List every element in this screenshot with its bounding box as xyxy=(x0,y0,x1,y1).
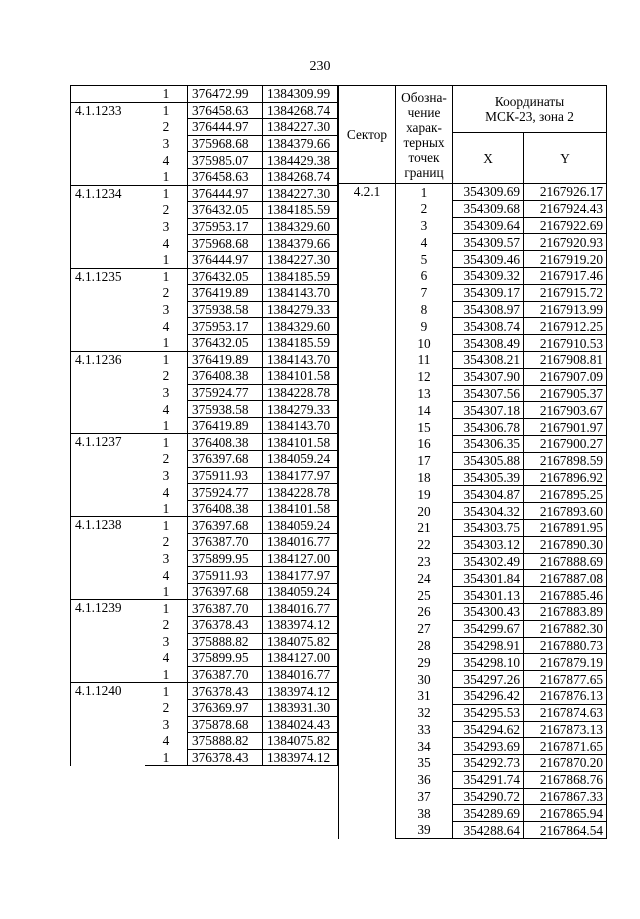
x-coordinate-cell: 354293.69 xyxy=(453,738,524,755)
x-coordinate-cell: 354301.84 xyxy=(453,570,524,587)
y-coordinate-cell: 1384016.77 xyxy=(263,600,338,617)
point-number-cell: 1 xyxy=(145,517,188,534)
point-number-cell: 1 xyxy=(145,683,188,700)
x-coordinate-cell: 376472.99 xyxy=(188,86,263,103)
header-sector: Сектор xyxy=(339,86,396,184)
point-number-cell: 1 xyxy=(145,583,188,600)
x-coordinate-cell: 354295.53 xyxy=(453,704,524,721)
point-number-cell: 4 xyxy=(145,567,188,584)
x-coordinate-cell: 354309.57 xyxy=(453,234,524,251)
point-number-cell: 2 xyxy=(145,617,188,634)
y-coordinate-cell: 2167871.65 xyxy=(524,738,607,755)
y-coordinate-cell: 1384101.58 xyxy=(263,368,338,385)
y-coordinate-cell: 1384075.82 xyxy=(263,633,338,650)
right-coordinates-table xyxy=(338,85,607,839)
header-designation: Обозна- чение харак- терных точек границ xyxy=(396,86,453,184)
sector-cell: 4.1.1235 xyxy=(71,268,146,351)
y-coordinate-cell: 1383974.12 xyxy=(263,617,338,634)
sector-cell: 4.1.1234 xyxy=(71,185,146,268)
x-coordinate-cell: 354305.39 xyxy=(453,469,524,486)
point-number-cell: 1 xyxy=(145,251,188,268)
y-coordinate-cell: 1384101.58 xyxy=(263,434,338,451)
point-number-cell: 4 xyxy=(396,234,453,251)
point-number-cell: 12 xyxy=(396,368,453,385)
point-number-cell: 3 xyxy=(145,716,188,733)
y-coordinate-cell: 2167868.76 xyxy=(524,771,607,788)
y-coordinate-cell: 2167877.65 xyxy=(524,671,607,688)
point-number-cell: 1 xyxy=(145,351,188,368)
y-coordinate-cell: 1383974.12 xyxy=(263,683,338,700)
x-coordinate-cell: 375899.95 xyxy=(188,550,263,567)
point-number-cell: 2 xyxy=(145,699,188,716)
point-number-cell: 29 xyxy=(396,654,453,671)
y-coordinate-cell: 2167898.59 xyxy=(524,452,607,469)
point-number-cell: 4 xyxy=(145,484,188,501)
point-number-cell: 8 xyxy=(396,301,453,318)
x-coordinate-cell: 376419.89 xyxy=(188,285,263,302)
sector-cell: 4.1.1238 xyxy=(71,517,146,600)
point-number-cell: 22 xyxy=(396,536,453,553)
y-coordinate-cell: 1384143.70 xyxy=(263,285,338,302)
y-coordinate-cell: 1384379.66 xyxy=(263,235,338,252)
y-coordinate-cell: 1384379.66 xyxy=(263,135,338,152)
sector-cell xyxy=(71,86,146,103)
header-y: Y xyxy=(524,133,607,184)
table-row xyxy=(71,86,338,103)
y-coordinate-cell: 1384059.24 xyxy=(263,583,338,600)
x-coordinate-cell: 354297.26 xyxy=(453,671,524,688)
x-coordinate-cell: 376378.43 xyxy=(188,617,263,634)
x-coordinate-cell: 376408.38 xyxy=(188,500,263,517)
x-coordinate-cell: 376397.68 xyxy=(188,451,263,468)
point-number-cell: 21 xyxy=(396,519,453,536)
y-coordinate-cell: 2167912.25 xyxy=(524,318,607,335)
header-coordinates: Координаты МСК-23, зона 2 xyxy=(453,86,607,133)
point-number-cell: 1 xyxy=(145,500,188,517)
sector-cell: 4.1.1240 xyxy=(71,683,146,766)
sector-cell: 4.1.1236 xyxy=(71,351,146,434)
point-number-cell: 3 xyxy=(396,217,453,234)
x-coordinate-cell: 354300.43 xyxy=(453,603,524,620)
point-number-cell: 4 xyxy=(145,401,188,418)
x-coordinate-cell: 376397.68 xyxy=(188,583,263,600)
y-coordinate-cell: 1384185.59 xyxy=(263,202,338,219)
x-coordinate-cell: 354303.75 xyxy=(453,519,524,536)
point-number-cell: 1 xyxy=(145,268,188,285)
point-number-cell: 2 xyxy=(145,368,188,385)
y-coordinate-cell: 1384309.99 xyxy=(263,86,338,103)
y-coordinate-cell: 2167887.08 xyxy=(524,570,607,587)
table-row xyxy=(339,184,607,201)
point-number-cell: 3 xyxy=(145,467,188,484)
sector-cell: 4.1.1237 xyxy=(71,434,146,517)
y-coordinate-cell: 2167864.54 xyxy=(524,822,607,839)
x-coordinate-cell: 354292.73 xyxy=(453,755,524,772)
y-coordinate-cell: 2167924.43 xyxy=(524,200,607,217)
y-coordinate-cell: 1384268.74 xyxy=(263,102,338,119)
y-coordinate-cell: 1384024.43 xyxy=(263,716,338,733)
x-coordinate-cell: 354309.46 xyxy=(453,251,524,268)
x-coordinate-cell: 375968.68 xyxy=(188,235,263,252)
y-coordinate-cell: 2167903.67 xyxy=(524,402,607,419)
point-number-cell: 4 xyxy=(145,235,188,252)
x-coordinate-cell: 376432.05 xyxy=(188,334,263,351)
point-number-cell: 26 xyxy=(396,603,453,620)
x-coordinate-cell: 354308.49 xyxy=(453,335,524,352)
y-coordinate-cell: 1384279.33 xyxy=(263,301,338,318)
x-coordinate-cell: 354306.78 xyxy=(453,419,524,436)
y-coordinate-cell: 2167907.09 xyxy=(524,368,607,385)
point-number-cell: 10 xyxy=(396,335,453,352)
x-coordinate-cell: 354306.35 xyxy=(453,435,524,452)
point-number-cell: 4 xyxy=(145,650,188,667)
y-coordinate-cell: 1384429.38 xyxy=(263,152,338,169)
x-coordinate-cell: 354309.64 xyxy=(453,217,524,234)
x-coordinate-cell: 376419.89 xyxy=(188,351,263,368)
x-coordinate-cell: 376387.70 xyxy=(188,666,263,683)
point-number-cell: 34 xyxy=(396,738,453,755)
point-number-cell: 1 xyxy=(145,600,188,617)
x-coordinate-cell: 354296.42 xyxy=(453,687,524,704)
sector-cell: 4.1.1233 xyxy=(71,102,146,185)
x-coordinate-cell: 354309.17 xyxy=(453,284,524,301)
x-coordinate-cell: 354290.72 xyxy=(453,788,524,805)
table-row xyxy=(71,434,338,451)
x-coordinate-cell: 375878.68 xyxy=(188,716,263,733)
x-coordinate-cell: 354303.12 xyxy=(453,536,524,553)
point-number-cell: 3 xyxy=(145,550,188,567)
table-row xyxy=(71,683,338,700)
y-coordinate-cell: 1383974.12 xyxy=(263,749,338,766)
x-coordinate-cell: 376444.97 xyxy=(188,185,263,202)
point-number-cell: 1 xyxy=(145,749,188,766)
y-coordinate-cell: 2167922.69 xyxy=(524,217,607,234)
x-coordinate-cell: 354299.67 xyxy=(453,620,524,637)
x-coordinate-cell: 354308.74 xyxy=(453,318,524,335)
point-number-cell: 3 xyxy=(145,135,188,152)
y-coordinate-cell: 1384228.78 xyxy=(263,484,338,501)
y-coordinate-cell: 2167891.95 xyxy=(524,519,607,536)
point-number-cell: 38 xyxy=(396,805,453,822)
y-coordinate-cell: 2167888.69 xyxy=(524,553,607,570)
x-coordinate-cell: 354307.56 xyxy=(453,385,524,402)
x-coordinate-cell: 375938.58 xyxy=(188,301,263,318)
point-number-cell: 19 xyxy=(396,486,453,503)
y-coordinate-cell: 2167874.63 xyxy=(524,704,607,721)
x-coordinate-cell: 354307.90 xyxy=(453,368,524,385)
x-coordinate-cell: 376408.38 xyxy=(188,368,263,385)
y-coordinate-cell: 2167895.25 xyxy=(524,486,607,503)
point-number-cell: 30 xyxy=(396,671,453,688)
point-number-cell: 5 xyxy=(396,251,453,268)
y-coordinate-cell: 1384227.30 xyxy=(263,119,338,136)
point-number-cell: 1 xyxy=(145,417,188,434)
y-coordinate-cell: 1384101.58 xyxy=(263,500,338,517)
point-number-cell: 23 xyxy=(396,553,453,570)
point-number-cell: 3 xyxy=(145,633,188,650)
x-coordinate-cell: 375953.17 xyxy=(188,218,263,235)
point-number-cell: 14 xyxy=(396,402,453,419)
table-row xyxy=(71,102,338,119)
y-coordinate-cell: 2167879.19 xyxy=(524,654,607,671)
y-coordinate-cell: 2167870.20 xyxy=(524,755,607,772)
point-number-cell: 4 xyxy=(145,318,188,335)
x-coordinate-cell: 354309.68 xyxy=(453,200,524,217)
table-row xyxy=(71,185,338,202)
y-coordinate-cell: 1384185.59 xyxy=(263,268,338,285)
x-coordinate-cell: 375968.68 xyxy=(188,135,263,152)
point-number-cell: 25 xyxy=(396,587,453,604)
x-coordinate-cell: 376397.68 xyxy=(188,517,263,534)
x-coordinate-cell: 354291.74 xyxy=(453,771,524,788)
point-number-cell: 4 xyxy=(145,733,188,750)
header-x: X xyxy=(453,133,524,184)
x-coordinate-cell: 375888.82 xyxy=(188,633,263,650)
table-row xyxy=(71,351,338,368)
x-coordinate-cell: 376387.70 xyxy=(188,600,263,617)
x-coordinate-cell: 375911.93 xyxy=(188,567,263,584)
x-coordinate-cell: 354304.87 xyxy=(453,486,524,503)
x-coordinate-cell: 375899.95 xyxy=(188,650,263,667)
x-coordinate-cell: 354304.32 xyxy=(453,503,524,520)
y-coordinate-cell: 2167876.13 xyxy=(524,687,607,704)
page-number: 230 xyxy=(309,59,331,74)
point-number-cell: 2 xyxy=(145,119,188,136)
x-coordinate-cell: 354305.88 xyxy=(453,452,524,469)
point-number-cell: 39 xyxy=(396,822,453,839)
y-coordinate-cell: 2167919.20 xyxy=(524,251,607,268)
x-coordinate-cell: 354307.18 xyxy=(453,402,524,419)
point-number-cell: 37 xyxy=(396,788,453,805)
left-coordinates-table xyxy=(70,85,338,766)
x-coordinate-cell: 376444.97 xyxy=(188,119,263,136)
x-coordinate-cell: 354308.97 xyxy=(453,301,524,318)
x-coordinate-cell: 376378.43 xyxy=(188,683,263,700)
point-number-cell: 11 xyxy=(396,351,453,368)
point-number-cell: 1 xyxy=(145,102,188,119)
x-coordinate-cell: 375924.77 xyxy=(188,384,263,401)
y-coordinate-cell: 2167890.30 xyxy=(524,536,607,553)
y-coordinate-cell: 2167885.46 xyxy=(524,587,607,604)
y-coordinate-cell: 1384279.33 xyxy=(263,401,338,418)
table-row xyxy=(71,517,338,534)
y-coordinate-cell: 2167865.94 xyxy=(524,805,607,822)
point-number-cell: 33 xyxy=(396,721,453,738)
x-coordinate-cell: 375953.17 xyxy=(188,318,263,335)
x-coordinate-cell: 375985.07 xyxy=(188,152,263,169)
point-number-cell: 1 xyxy=(145,666,188,683)
point-number-cell: 1 xyxy=(145,334,188,351)
sector-cell: 4.1.1239 xyxy=(71,600,146,683)
y-coordinate-cell: 1384059.24 xyxy=(263,451,338,468)
y-coordinate-cell: 1384227.30 xyxy=(263,185,338,202)
table-row xyxy=(71,268,338,285)
y-coordinate-cell: 2167896.92 xyxy=(524,469,607,486)
x-coordinate-cell: 376387.70 xyxy=(188,534,263,551)
x-coordinate-cell: 354308.21 xyxy=(453,351,524,368)
point-number-cell: 20 xyxy=(396,503,453,520)
x-coordinate-cell: 375924.77 xyxy=(188,484,263,501)
point-number-cell: 1 xyxy=(145,86,188,103)
table-row xyxy=(71,600,338,617)
y-coordinate-cell: 1384185.59 xyxy=(263,334,338,351)
y-coordinate-cell: 1384329.60 xyxy=(263,318,338,335)
x-coordinate-cell: 376458.63 xyxy=(188,168,263,185)
point-number-cell: 13 xyxy=(396,385,453,402)
point-number-cell: 31 xyxy=(396,687,453,704)
x-coordinate-cell: 376419.89 xyxy=(188,417,263,434)
point-number-cell: 6 xyxy=(396,267,453,284)
point-number-cell: 28 xyxy=(396,637,453,654)
x-coordinate-cell: 376432.05 xyxy=(188,202,263,219)
y-coordinate-cell: 1384143.70 xyxy=(263,351,338,368)
y-coordinate-cell: 2167926.17 xyxy=(524,184,607,201)
point-number-cell: 1 xyxy=(396,184,453,201)
x-coordinate-cell: 376458.63 xyxy=(188,102,263,119)
point-number-cell: 9 xyxy=(396,318,453,335)
y-coordinate-cell: 2167880.73 xyxy=(524,637,607,654)
point-number-cell: 2 xyxy=(396,200,453,217)
sector-cell: 4.2.1 xyxy=(339,184,396,839)
y-coordinate-cell: 1384177.97 xyxy=(263,567,338,584)
point-number-cell: 2 xyxy=(145,202,188,219)
x-coordinate-cell: 354309.32 xyxy=(453,267,524,284)
x-coordinate-cell: 376369.97 xyxy=(188,699,263,716)
point-number-cell: 1 xyxy=(145,185,188,202)
y-coordinate-cell: 1383931.30 xyxy=(263,699,338,716)
point-number-cell: 3 xyxy=(145,384,188,401)
y-coordinate-cell: 1384075.82 xyxy=(263,733,338,750)
y-coordinate-cell: 1384177.97 xyxy=(263,467,338,484)
point-number-cell: 15 xyxy=(396,419,453,436)
x-coordinate-cell: 354298.10 xyxy=(453,654,524,671)
point-number-cell: 36 xyxy=(396,771,453,788)
y-coordinate-cell: 2167883.89 xyxy=(524,603,607,620)
y-coordinate-cell: 2167893.60 xyxy=(524,503,607,520)
x-coordinate-cell: 354289.69 xyxy=(453,805,524,822)
y-coordinate-cell: 2167867.33 xyxy=(524,788,607,805)
y-coordinate-cell: 1384127.00 xyxy=(263,550,338,567)
y-coordinate-cell: 1384016.77 xyxy=(263,534,338,551)
point-number-cell: 18 xyxy=(396,469,453,486)
y-coordinate-cell: 2167900.27 xyxy=(524,435,607,452)
y-coordinate-cell: 2167920.93 xyxy=(524,234,607,251)
x-coordinate-cell: 354301.13 xyxy=(453,587,524,604)
point-number-cell: 32 xyxy=(396,704,453,721)
point-number-cell: 35 xyxy=(396,755,453,772)
x-coordinate-cell: 354298.91 xyxy=(453,637,524,654)
point-number-cell: 3 xyxy=(145,218,188,235)
y-coordinate-cell: 2167910.53 xyxy=(524,335,607,352)
point-number-cell: 16 xyxy=(396,435,453,452)
x-coordinate-cell: 354309.69 xyxy=(453,184,524,201)
point-number-cell: 2 xyxy=(145,285,188,302)
point-number-cell: 3 xyxy=(145,301,188,318)
point-number-cell: 1 xyxy=(145,168,188,185)
point-number-cell: 17 xyxy=(396,452,453,469)
x-coordinate-cell: 375888.82 xyxy=(188,733,263,750)
y-coordinate-cell: 1384127.00 xyxy=(263,650,338,667)
y-coordinate-cell: 2167915.72 xyxy=(524,284,607,301)
y-coordinate-cell: 2167905.37 xyxy=(524,385,607,402)
y-coordinate-cell: 2167908.81 xyxy=(524,351,607,368)
y-coordinate-cell: 2167917.46 xyxy=(524,267,607,284)
y-coordinate-cell: 1384268.74 xyxy=(263,168,338,185)
x-coordinate-cell: 375938.58 xyxy=(188,401,263,418)
x-coordinate-cell: 354294.62 xyxy=(453,721,524,738)
y-coordinate-cell: 1384228.78 xyxy=(263,384,338,401)
point-number-cell: 4 xyxy=(145,152,188,169)
point-number-cell: 27 xyxy=(396,620,453,637)
x-coordinate-cell: 354288.64 xyxy=(453,822,524,839)
x-coordinate-cell: 375911.93 xyxy=(188,467,263,484)
y-coordinate-cell: 1384016.77 xyxy=(263,666,338,683)
x-coordinate-cell: 376444.97 xyxy=(188,251,263,268)
point-number-cell: 7 xyxy=(396,284,453,301)
y-coordinate-cell: 1384059.24 xyxy=(263,517,338,534)
y-coordinate-cell: 1384143.70 xyxy=(263,417,338,434)
y-coordinate-cell: 2167873.13 xyxy=(524,721,607,738)
y-coordinate-cell: 2167882.30 xyxy=(524,620,607,637)
x-coordinate-cell: 376378.43 xyxy=(188,749,263,766)
point-number-cell: 24 xyxy=(396,570,453,587)
y-coordinate-cell: 1384227.30 xyxy=(263,251,338,268)
point-number-cell: 1 xyxy=(145,434,188,451)
x-coordinate-cell: 354302.49 xyxy=(453,553,524,570)
y-coordinate-cell: 1384329.60 xyxy=(263,218,338,235)
x-coordinate-cell: 376408.38 xyxy=(188,434,263,451)
point-number-cell: 2 xyxy=(145,451,188,468)
y-coordinate-cell: 2167901.97 xyxy=(524,419,607,436)
x-coordinate-cell: 376432.05 xyxy=(188,268,263,285)
point-number-cell: 2 xyxy=(145,534,188,551)
y-coordinate-cell: 2167913.99 xyxy=(524,301,607,318)
